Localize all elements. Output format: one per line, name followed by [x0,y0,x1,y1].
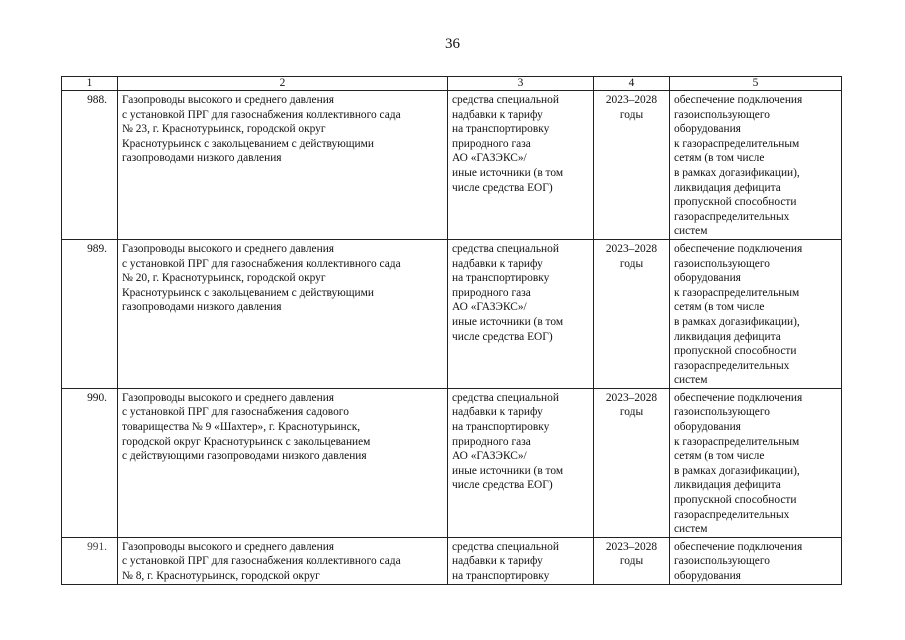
object-description: Газопроводы высокого и среднего давления с установкой ПРГ для газоснабжения садового товарищества № 9 «Шахтер», г. Краснотурьинск, городской округ Краснотурьинск с закольцеванием с действующими газопроводами низкого давления [118,388,448,537]
table-row [62,537,842,584]
implementation-period: 2023–2028 годы [594,537,670,584]
object-description: Газопроводы высокого и среднего давления с установкой ПРГ для газоснабжения коллективного сада № 20, г. Краснотурьинск, городской округ Краснотурьинск с закольцеванием с действующими газопроводами низкого давления [118,239,448,388]
column-number-5: 5 [670,77,842,91]
table-row [62,388,842,537]
purpose: обеспечение подключения газоиспользующего оборудования к газораспределительным сетям (в том числе в рамках догазификации), ликвидация дефицита пропускной способности газораспределительных систем [670,239,842,388]
funding-source: средства специальной надбавки к тарифу на транспортировку [448,537,594,584]
column-number-3: 3 [448,77,594,91]
object-description: Газопроводы высокого и среднего давления с установкой ПРГ для газоснабжения коллективного сада № 8, г. Краснотурьинск, городской округ [118,537,448,584]
implementation-period: 2023–2028 годы [594,91,670,240]
row-number: 989. [62,239,118,388]
object-description: Газопроводы высокого и среднего давления с установкой ПРГ для газоснабжения коллективного сада № 23, г. Краснотурьинск, городской округ Краснотурьинск с закольцеванием с действующими газопроводами низкого давления [118,91,448,240]
investment-program-table [61,76,842,585]
page-number: 36 [445,36,460,52]
purpose: обеспечение подключения газоиспользующего оборудования к газораспределительным сетям (в том числе в рамках догазификации), ликвидация дефицита пропускной способности газораспределительных систем [670,388,842,537]
table-row [62,239,842,388]
column-number-4: 4 [594,77,670,91]
purpose: обеспечение подключения газоиспользующего оборудования [670,537,842,584]
column-number-2: 2 [118,77,448,91]
funding-source: средства специальной надбавки к тарифу на транспортировку природного газа АО «ГАЗЭКС»/ иные источники (в том числе средства ЕОГ) [448,91,594,240]
row-number: 990. [62,388,118,537]
column-number-1: 1 [62,77,118,91]
implementation-period: 2023–2028 годы [594,388,670,537]
row-number: 988. [62,91,118,240]
column-number-header-row [62,77,842,91]
implementation-period: 2023–2028 годы [594,239,670,388]
row-number: 991. [62,537,118,584]
table-row [62,91,842,240]
funding-source: средства специальной надбавки к тарифу на транспортировку природного газа АО «ГАЗЭКС»/ иные источники (в том числе средства ЕОГ) [448,388,594,537]
funding-source: средства специальной надбавки к тарифу на транспортировку природного газа АО «ГАЗЭКС»/ иные источники (в том числе средства ЕОГ) [448,239,594,388]
purpose: обеспечение подключения газоиспользующего оборудования к газораспределительным сетям (в том числе в рамках догазификации), ликвидация дефицита пропускной способности газораспределительных систем [670,91,842,240]
